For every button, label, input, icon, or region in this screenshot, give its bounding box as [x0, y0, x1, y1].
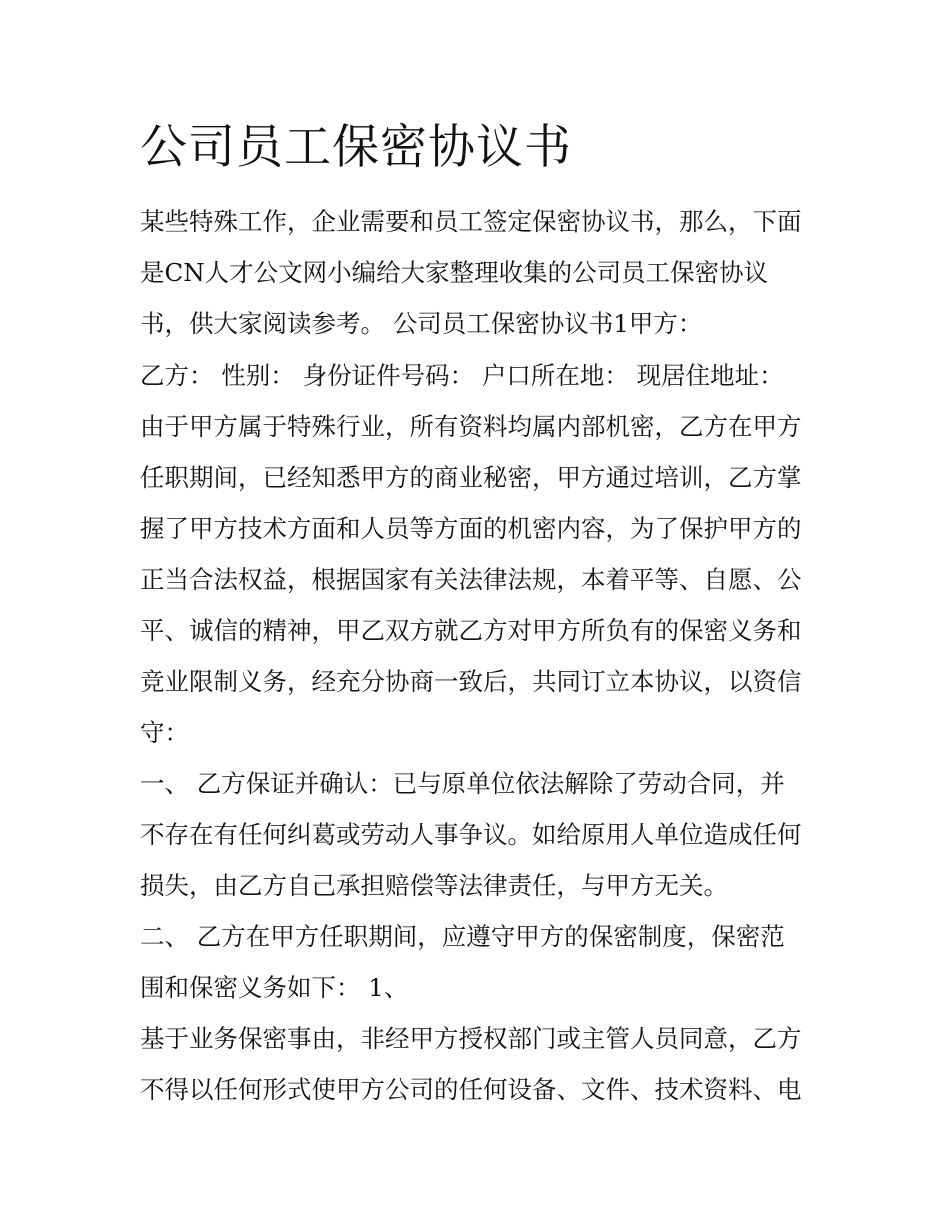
body-line-1: 某些特殊工作，企业需要和员工签定保密协议书，那么，下面 — [140, 207, 802, 236]
body-line-17: 基于业务保密事由，非经甲方授权部门或主管人员同意，乙方 — [140, 1024, 802, 1053]
body-line-12: 一、 乙方保证并确认：已与原单位依法解除了劳动合同，并 — [140, 769, 785, 798]
body-line-4: 乙方： 性别： 身份证件号码： 户口所在地： 现居住地址： — [140, 361, 784, 390]
body-line-15: 二、 乙方在甲方任职期间，应遵守甲方的保密制度，保密范 — [140, 922, 785, 951]
body-line-14: 损失，由乙方自己承担赔偿等法律责任，与甲方无关。 — [140, 871, 728, 900]
body-line-3: 书，供大家阅读参考。 公司员工保密协议书1甲方： — [140, 309, 703, 338]
body-line-11: 守： — [140, 718, 189, 747]
body-line-7: 握了甲方技术方面和人员等方面的机密内容，为了保护甲方的 — [140, 514, 802, 543]
body-line-6: 任职期间，已经知悉甲方的商业秘密，甲方通过培训，乙方掌 — [140, 463, 802, 492]
document-title: 公司员工保密协议书 — [140, 120, 572, 175]
body-line-16: 围和保密义务如下： 1、 — [140, 973, 409, 1002]
body-line-13: 不存在有任何纠葛或劳动人事争议。如给原用人单位造成任何 — [140, 820, 802, 849]
body-line-8: 正当合法权益，根据国家有关法律法规，本着平等、自愿、公 — [140, 565, 802, 594]
body-line-5: 由于甲方属于特殊行业，所有资料均属内部机密，乙方在甲方 — [140, 412, 802, 441]
body-line-18: 不得以任何形式使甲方公司的任何设备、文件、技术资料、电 — [140, 1075, 802, 1104]
body-line-9: 平、诚信的精神，甲乙双方就乙方对甲方所负有的保密义务和 — [140, 616, 802, 645]
body-line-10: 竞业限制义务，经充分协商一致后，共同订立本协议，以资信 — [140, 667, 802, 696]
body-line-2: 是CN人才公文网小编给大家整理收集的公司员工保密协议 — [140, 258, 769, 287]
